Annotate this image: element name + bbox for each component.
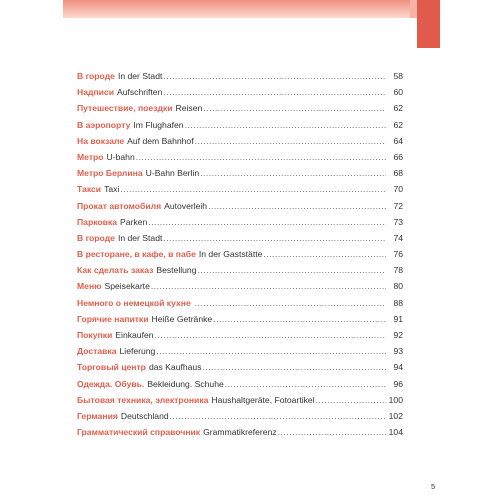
toc-entry (77, 117, 403, 133)
toc-entry (77, 84, 403, 100)
dot-leader (151, 278, 386, 294)
toc-title-de: Haushaltgeräte, Fotoartikel (211, 394, 315, 405)
toc-title-ru: Метро Берлина (77, 168, 143, 179)
toc-title-de: Einkaufen (115, 330, 154, 340)
toc-title-ru: Как сделать заказ (77, 265, 154, 276)
toc-entry (77, 133, 403, 149)
toc-page-number: 102 (388, 410, 403, 421)
toc-page-number: 80 (393, 281, 403, 292)
toc-title-ru: В городе (77, 232, 115, 243)
toc-title-de: Bestellung (156, 265, 197, 276)
toc-title-ru: Путешествие, поездки (77, 103, 173, 114)
dot-leader (225, 376, 386, 392)
toc-entry (77, 100, 403, 116)
toc-page-number: 62 (393, 103, 403, 114)
dot-leader (263, 246, 386, 262)
toc-entry (77, 311, 403, 327)
dot-leader (278, 424, 386, 440)
toc-page-number: 60 (393, 87, 403, 98)
toc-entry (77, 198, 403, 214)
dot-leader (200, 165, 386, 181)
toc-title-ru: Немного о немецкой кухне (77, 297, 191, 308)
dot-leader (163, 68, 386, 84)
dot-leader (195, 295, 386, 311)
header-band (63, 0, 417, 18)
corner-tab (417, 0, 440, 48)
dot-leader (163, 230, 386, 246)
toc-page-number: 72 (393, 200, 403, 211)
dot-leader (213, 311, 386, 327)
toc-entry (77, 181, 403, 197)
toc-entry (77, 408, 403, 424)
toc-title-ru: Метро (77, 151, 104, 162)
dot-leader (148, 214, 386, 230)
toc-page-number: 92 (393, 330, 403, 340)
toc-title-de: In der Stadt (117, 232, 163, 243)
toc-title-de: Aufschriften (116, 87, 163, 98)
toc-entry (77, 246, 403, 262)
toc-entry (77, 343, 403, 359)
toc-title-ru: Прокат автомобиля (77, 200, 162, 211)
dot-leader (120, 181, 386, 197)
toc-title-de: Speisekarte (104, 281, 150, 292)
toc-title-de: Im Flughafen (133, 119, 184, 130)
toc-entry (77, 214, 403, 230)
toc-entry (77, 230, 403, 246)
toc-entry (77, 68, 403, 84)
dot-leader (155, 327, 386, 343)
toc-page-number: 66 (393, 151, 403, 162)
toc-title-ru: На вокзале (77, 135, 125, 146)
dot-leader (156, 343, 386, 359)
toc-title-ru: Бытовая техника, электроника (77, 394, 209, 405)
toc-title-de: Lieferung (119, 346, 156, 357)
dot-leader (195, 133, 386, 149)
toc-entry (77, 295, 403, 311)
toc-title-ru: Меню (77, 281, 102, 292)
dot-leader (170, 408, 386, 424)
toc-page-number: 96 (393, 378, 403, 389)
toc-title-de: In der Stadt (117, 71, 163, 81)
toc-page-number: 58 (393, 71, 403, 81)
toc-title-de: U-Bahn Berlin (145, 168, 200, 179)
toc-title-ru: В городе (77, 71, 115, 81)
toc-entry (77, 392, 403, 408)
toc-page-number: 74 (393, 232, 403, 243)
toc-title-ru: Парковка (77, 216, 118, 227)
toc-title-ru: Такси (77, 184, 102, 195)
toc-title-ru: В аэропорту (77, 119, 131, 130)
toc-page-number: 62 (393, 119, 403, 130)
toc-title-de: Taxi (104, 184, 120, 195)
dot-leader (208, 198, 386, 214)
page-number: 5 (431, 482, 436, 491)
toc-page-number: 88 (393, 297, 403, 308)
toc-title-ru: Доставка (77, 346, 117, 357)
toc-title-de: das Kaufhaus (148, 362, 202, 373)
dot-leader (136, 149, 386, 165)
toc-page-number: 70 (393, 184, 403, 195)
toc-title-de: In der Gaststätte (198, 249, 263, 260)
dot-leader (316, 392, 386, 408)
dot-leader (198, 262, 387, 278)
toc-entry (77, 278, 403, 294)
toc-title-ru: Германия (77, 410, 118, 421)
toc-entry (77, 149, 403, 165)
toc-entry (77, 327, 403, 343)
toc-page-number: 94 (393, 362, 403, 373)
toc-title-de: Bekleidung. Schuhe (147, 378, 224, 389)
toc-entry (77, 165, 403, 181)
header-band-edge (410, 0, 417, 18)
toc-title-de: Parken (120, 216, 148, 227)
dot-leader (185, 117, 386, 133)
table-of-contents (77, 68, 403, 440)
toc-title-ru: Одежда. Обувь. (77, 378, 145, 389)
toc-page-number: 93 (393, 346, 403, 357)
toc-entry (77, 262, 403, 278)
toc-title-de: Heiße Getränke (151, 313, 213, 324)
toc-page-number: 104 (388, 427, 403, 438)
toc-title-ru: Надписи (77, 87, 114, 98)
toc-page-number: 73 (393, 216, 403, 227)
toc-title-ru: Грамматический справочник (77, 427, 201, 438)
toc-page-number: 64 (393, 135, 403, 146)
toc-entry (77, 376, 403, 392)
toc-title-de: Grammatikreferenz (203, 427, 277, 438)
toc-title-de: Reisen (175, 103, 203, 114)
toc-page-number: 68 (393, 168, 403, 179)
toc-page-number: 76 (393, 249, 403, 260)
dot-leader (203, 359, 387, 375)
toc-page-number: 78 (393, 265, 403, 276)
toc-page-number: 100 (388, 394, 403, 405)
toc-title-ru: Торговый центр (77, 362, 146, 373)
toc-title-de: Deutschland (120, 410, 169, 421)
dot-leader (203, 100, 386, 116)
dot-leader (163, 84, 386, 100)
toc-title-ru: Горячие напитки (77, 313, 149, 324)
toc-entry (77, 424, 403, 440)
toc-title-de: Auf dem Bahnhof (127, 135, 194, 146)
toc-entry (77, 359, 403, 375)
toc-title-ru: Покупки (77, 330, 113, 340)
toc-title-ru: В ресторане, в кафе, в пабе (77, 249, 196, 260)
toc-title-de: U-bahn (106, 151, 135, 162)
toc-title-de: Autoverleih (164, 200, 208, 211)
toc-page-number: 91 (393, 313, 403, 324)
